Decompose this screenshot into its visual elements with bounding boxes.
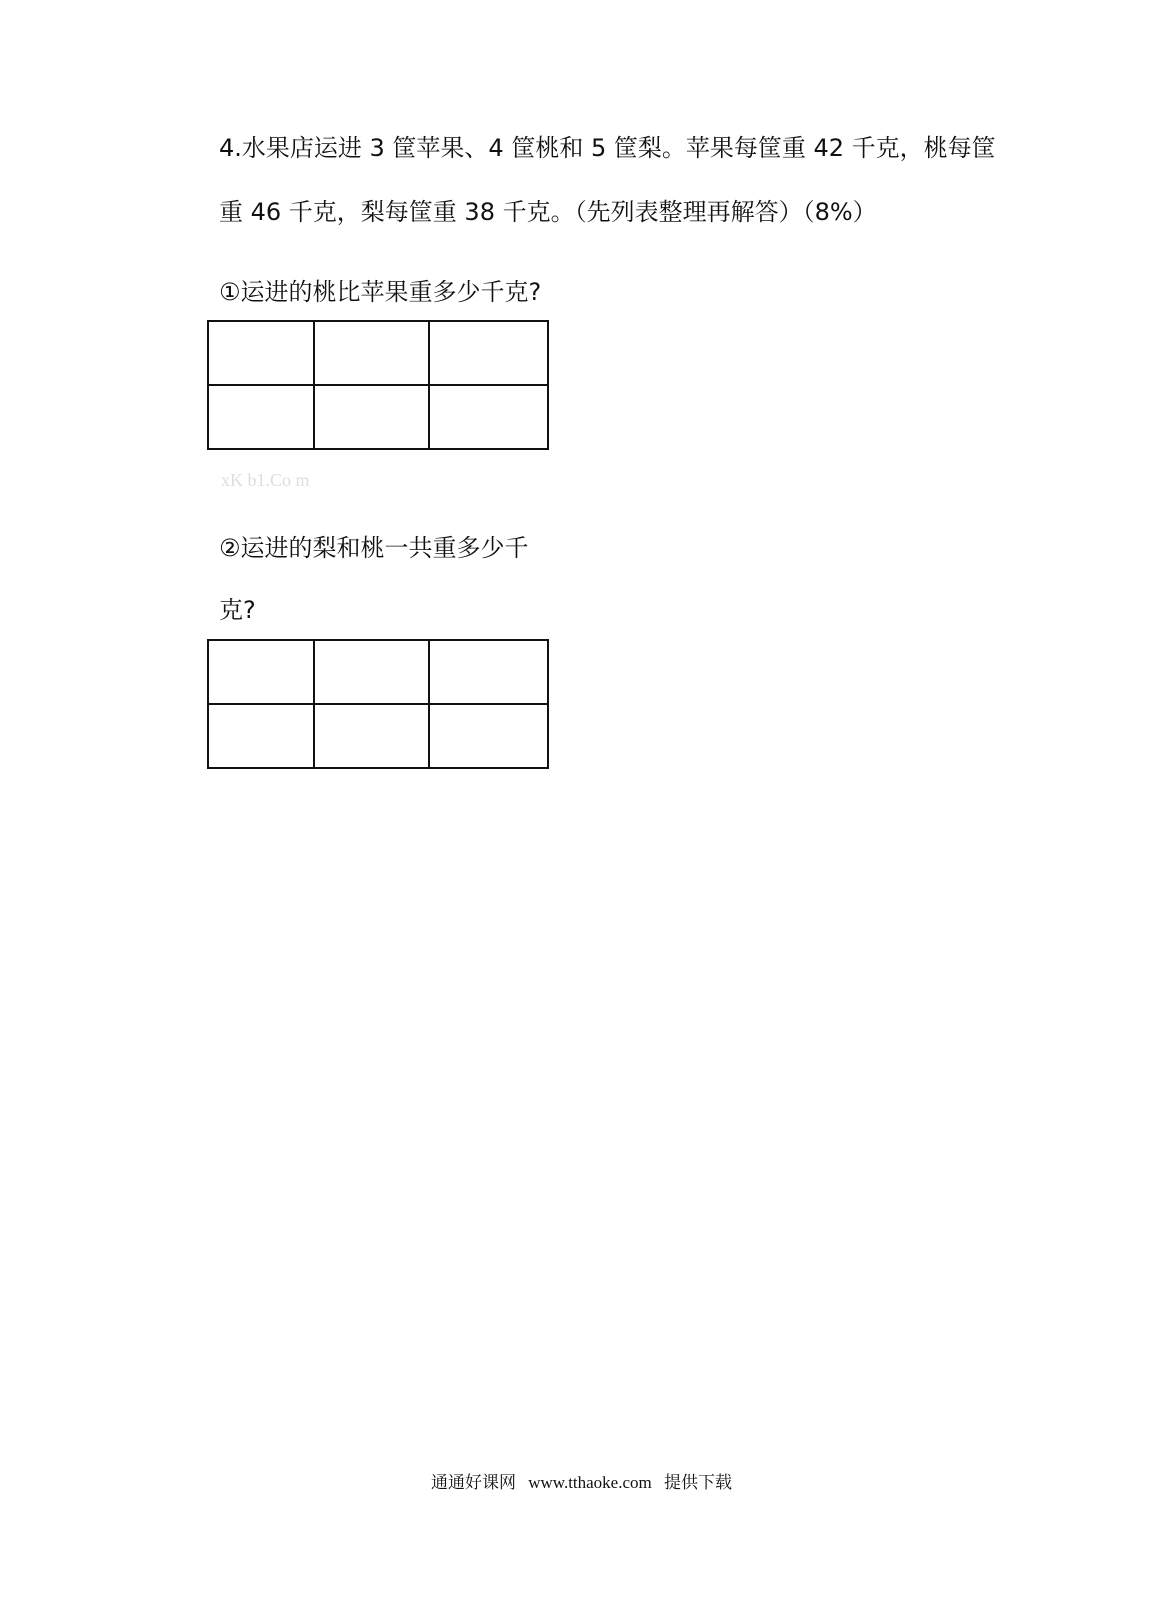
table-cell (208, 640, 314, 704)
table-cell (208, 385, 314, 449)
table-row (208, 385, 548, 449)
table-row (208, 321, 548, 385)
table-cell (314, 640, 429, 704)
table-row (208, 640, 548, 704)
question-line-2: 重 46 千克，梨每筐重 38 千克。（先列表整理再解答）（8%） (219, 198, 877, 226)
table-cell (314, 704, 429, 768)
table-cell (429, 385, 548, 449)
part1-table (207, 320, 549, 450)
table-cell (208, 321, 314, 385)
question-line-1: 4.水果店运进 3 筐苹果、4 筐桃和 5 筐梨。苹果每筐重 42 千克，桃每筐 (219, 134, 996, 162)
part2-label-line-1: ②运进的梨和桃一共重多少千 (219, 534, 529, 562)
footer-suffix: 提供下载 (664, 1473, 733, 1492)
table-row (208, 704, 548, 768)
part2-label-line-2: 克? (219, 596, 256, 624)
page-footer (0, 1468, 1163, 1493)
table-cell (429, 640, 548, 704)
part2-table (207, 639, 549, 769)
footer-url-link[interactable]: www.tthaoke.com (528, 1473, 652, 1492)
table-cell (208, 704, 314, 768)
table-cell (314, 385, 429, 449)
table-cell (314, 321, 429, 385)
part1-label: ①运进的桃比苹果重多少千克? (219, 278, 542, 306)
table-cell (429, 704, 548, 768)
watermark-text: xK b1.Co m (221, 470, 310, 490)
table-cell (429, 321, 548, 385)
footer-site-name: 通通好课网 (430, 1473, 516, 1492)
